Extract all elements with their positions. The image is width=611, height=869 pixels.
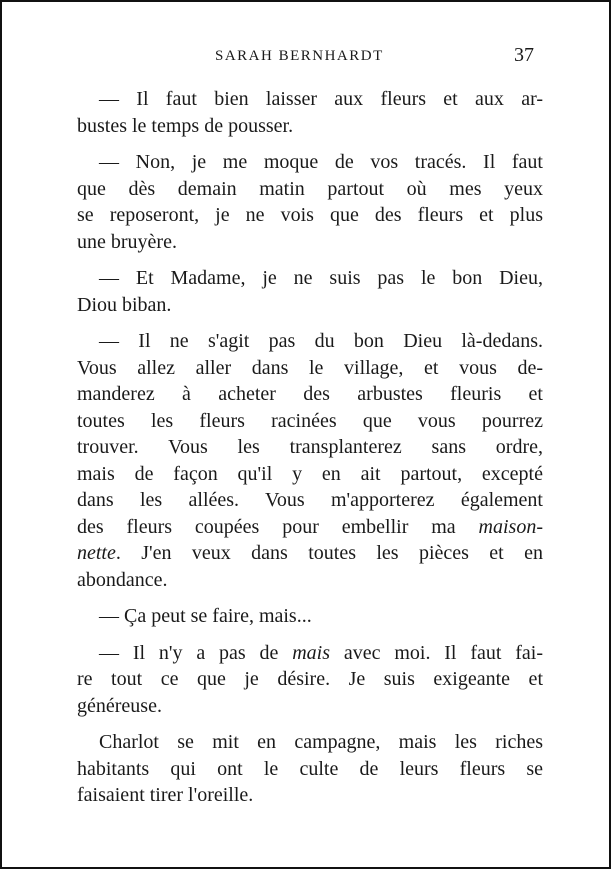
text-line: — Et Madame, je ne suis pas le bon Dieu, [99, 267, 543, 289]
paragraph [77, 149, 543, 255]
running-title: SARAH BERNHARDT [215, 48, 384, 64]
text-line: — Ça peut se faire, mais... [99, 605, 312, 627]
text-run: . J'en veux dans toutes les pièces et en [115, 542, 543, 564]
text-line: faisaient tirer l'oreille. [77, 784, 254, 806]
text-run: avec moi. Il faut fai- [330, 641, 544, 664]
text-line: — Il faut bien laisser aux fleurs et aux ar- [99, 88, 543, 110]
text-line: toutes les fleurs racinées que vous pourrez [77, 409, 543, 432]
text-line: Diou biban. [77, 293, 172, 316]
text-line: — Non, je me moque de vos tracés. Il faut [99, 151, 543, 173]
text-line: Vous allez aller dans le village, et vous de- [77, 356, 543, 379]
paragraph [77, 328, 543, 593]
text-line [77, 540, 543, 567]
paragraph [77, 729, 543, 809]
text-run: des fleurs coupées pour embellir ma [77, 515, 479, 538]
text-line: que dès demain matin partout où mes yeux [77, 177, 543, 200]
paragraph [77, 640, 543, 720]
text-line: dans les allées. Vous m'apporterez également [77, 489, 543, 511]
italic-text-run: maison- [478, 515, 543, 538]
text-line [77, 640, 543, 667]
paragraph [77, 86, 543, 139]
text-line: bustes le temps de pousser. [77, 114, 294, 137]
italic-text-run: nette [77, 542, 116, 564]
page-number: 37 [514, 44, 534, 66]
text-line: une bruyère. [77, 230, 177, 253]
text-line: généreuse. [77, 694, 162, 717]
text-line: mais de façon qu'il y en ait partout, excepté [77, 462, 543, 485]
text-line: habitants qui ont le culte de leurs fleurs se [77, 757, 543, 780]
text-line: trouver. Vous les transplanterez sans ordre, [77, 436, 543, 458]
text-run: — Il n'y a pas de [99, 641, 293, 664]
paragraph [77, 265, 543, 318]
text-line [77, 514, 543, 541]
text-line: manderez à acheter des arbustes fleuris et [77, 383, 543, 405]
italic-text-run: mais [292, 641, 331, 664]
text-line: — Il ne s'agit pas du bon Dieu là-dedans. [99, 330, 543, 352]
paragraph [77, 603, 543, 630]
body-text [77, 86, 543, 819]
text-line: se reposeront, je ne vois que des fleurs et plus [77, 204, 543, 226]
text-line: abondance. [77, 568, 168, 591]
text-line: re tout ce que je désire. Je suis exigeante et [77, 668, 543, 690]
text-line: Charlot se mit en campagne, mais les riches [99, 731, 543, 753]
